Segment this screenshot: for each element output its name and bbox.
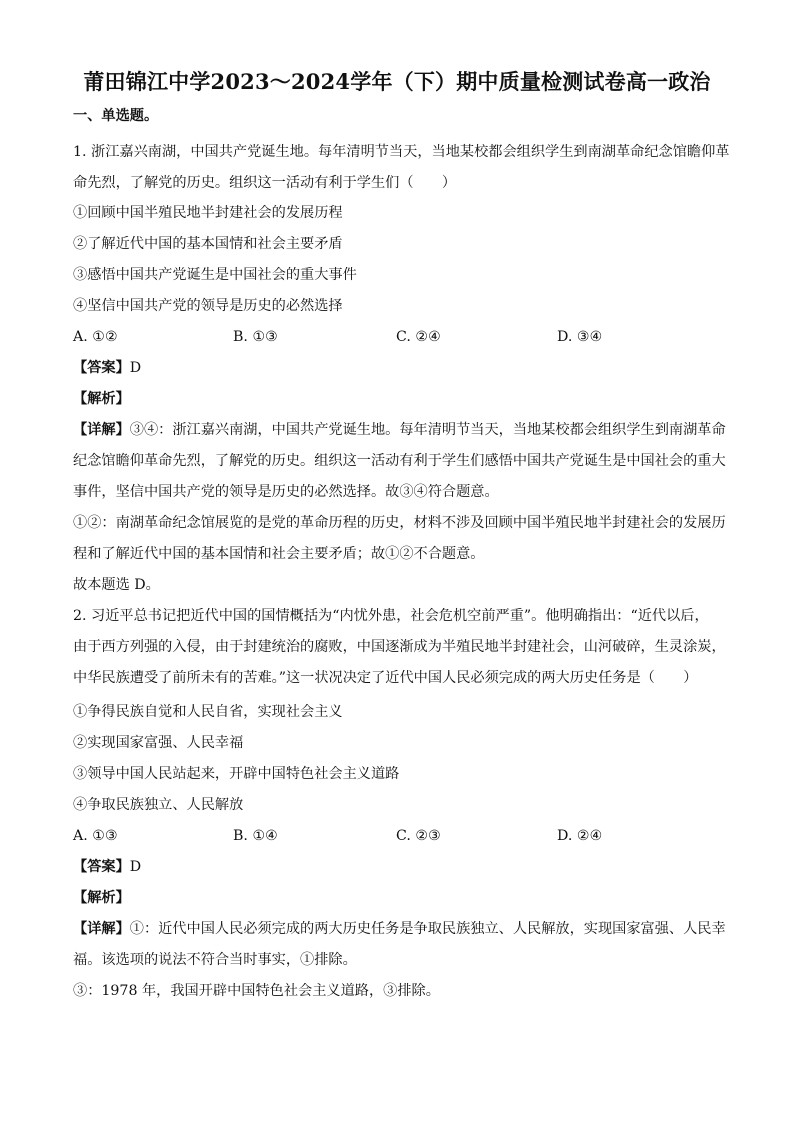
q1-option-d: D. ③④ [557,329,603,345]
q2-detail-line-3: ③：1978 年，我国开辟中国特色社会主义道路，③排除。 [73,983,440,999]
page-title: 莆田锦江中学2023～2024学年（下）期中质量检测试卷高一政治 [83,69,711,94]
q1-stem-line-1: 1. 浙江嘉兴南湖，中国共产党诞生地。每年清明节当天，当地某校都会组织学生到南湖革命纪念馆瞻仰革 [73,144,730,160]
q1-detail-line-2: 纪念馆瞻仰革命先烈，了解党的历史。组织这一活动有利于学生们感悟中国共产党诞生是中国社会的重大 [73,453,726,469]
q2-item-2: ②实现国家富强、人民幸福 [73,735,244,751]
q2-detail-line-2: 福。该选项的说法不符合当时事实，①排除。 [73,952,357,968]
section-heading: 一、单选题。 [73,108,159,124]
q1-answer-value: D [129,360,142,376]
q1-item-3: ③感悟中国共产党诞生是中国社会的重大事件 [73,267,357,283]
q1-option-b: B. ①③ [233,329,278,345]
q1-detail-tag: 【详解】 [73,422,130,438]
q1-detail-text-1: ③④：浙江嘉兴南湖，中国共产党诞生地。每年清明节当天，当地某校都会组织学生到南湖革命 [129,422,726,438]
q1-item-4: ④坚信中国共产党的领导是历史的必然选择 [73,298,343,314]
q2-stem-line-2: 由于西方列强的入侵，由于封建统治的腐败，中国逐渐成为半殖民地半封建社会，山河破碎，生灵涂炭， [73,639,726,655]
q1-detail-line-1 [73,420,726,440]
q2-item-3: ③领导中国人民站起来，开辟中国特色社会主义道路 [73,766,400,782]
q2-item-1: ①争得民族自觉和人民自省，实现社会主义 [73,704,343,720]
q1-option-a: A. ①② [73,329,118,345]
q2-option-c: C. ②③ [396,828,441,844]
q2-detail-text-1: ①：近代中国人民必须完成的两大历史任务是争取民族独立、人民解放，实现国家富强、人民幸 [129,921,726,937]
q1-item-1: ①回顾中国半殖民地半封建社会的发展历程 [73,205,343,221]
q2-stem-line-1: 2. 习近平总书记把近代中国的国情概括为“内忧外患，社会危机空前严重”。他明确指出：“近代以后， [73,608,709,624]
q2-answer-value: D [129,859,142,875]
q1-detail-line-4: ①②：南湖革命纪念馆展览的是党的革命历程的历史，材料不涉及回顾中国半殖民地半封建社会的发展历 [73,515,726,531]
q1-item-2: ②了解近代中国的基本国情和社会主要矛盾 [73,236,343,252]
q2-answer-line [73,857,141,877]
q2-analysis-tag: 【解析】 [73,890,130,906]
q1-detail-line-6: 故本题选 D。 [73,577,160,593]
q1-detail-line-5: 程和了解近代中国的基本国情和社会主要矛盾；故①②不合题意。 [73,546,485,562]
q1-option-c: C. ②④ [396,329,441,345]
q2-option-d: D. ②④ [557,828,603,844]
q2-stem-line-3: 中华民族遭受了前所未有的苦难。”这一状况决定了近代中国人民必须完成的两大历史任务是（ ） [73,670,698,686]
q1-answer-line [73,358,141,378]
q1-analysis-tag: 【解析】 [73,391,130,407]
q2-detail-tag: 【详解】 [73,921,130,937]
q2-detail-line-1 [73,919,726,939]
q2-option-b: B. ①④ [233,828,278,844]
q1-detail-line-3: 事件，坚信中国共产党的领导是历史的必然选择。故③④符合题意。 [73,484,499,500]
q1-stem-line-2: 命先烈，了解党的历史。组织这一活动有利于学生们（ ） [73,175,457,191]
q2-item-4: ④争取民族独立、人民解放 [73,797,244,813]
q1-answer-tag: 【答案】 [73,360,130,376]
q2-option-a: A. ①③ [73,828,118,844]
q2-answer-tag: 【答案】 [73,859,130,875]
